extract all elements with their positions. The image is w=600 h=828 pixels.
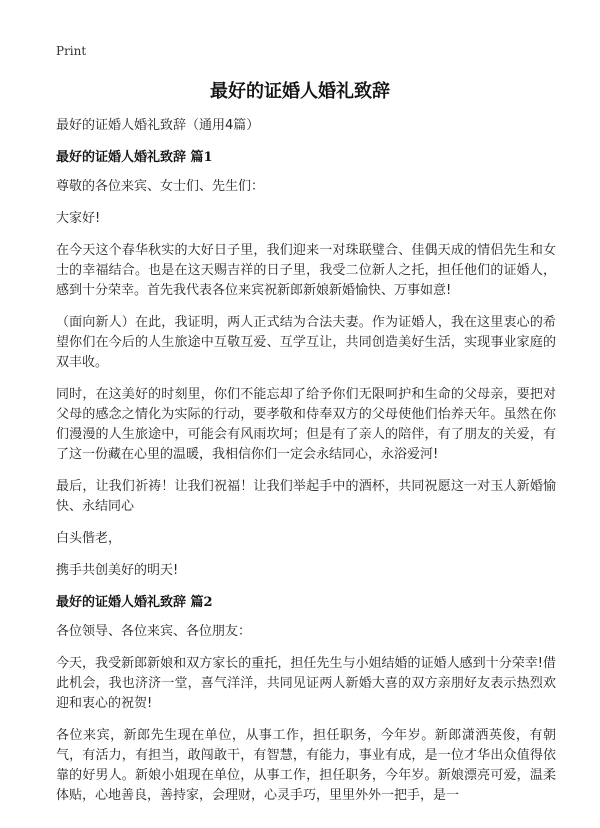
section-heading: 最好的证婚人婚礼致辞 篇2 — [56, 595, 213, 610]
document-subtitle: 最好的证婚人婚礼致辞（通用4篇） — [56, 118, 260, 133]
paragraph: 同时，在这美好的时刻里，你们不能忘却了给予你们无限呵护和生命的父母亲，要把对父母的感念之情化为实际的行动，要孝敬和侍奉双方的父母使他们怡养天年。虽然在你们漫漫的人生旅途中，可能会有风雨坎坷；但是有了亲人的陪伴，有了朋友的关爱，有了这一份藏在心里的温暖，我相信你们一定会永结同心，永浴爱河! — [56, 387, 556, 462]
paragraph: 携手共创美好的明天! — [56, 563, 179, 578]
page-title: 最好的证婚人婚礼致辞 — [210, 81, 390, 102]
paragraph: 最后，让我们祈祷！让我们祝福！让我们举起手中的酒杯，共同祝愿这一对玉人新婚愉快、永结同心 — [56, 479, 556, 514]
paragraph: （面向新人）在此，我证明，两人正式结为合法夫妻。作为证婚人，我在这里衷心的希望你们在今后的人生旅途中互敬互爱、互学互让，共同创造美好生活，实现事业家庭的双丰收。 — [56, 315, 556, 370]
paragraph: 白头偕老， — [56, 531, 122, 546]
paragraph: 各位领导、各位来宾、各位朋友： — [56, 624, 252, 639]
print-link[interactable]: Print — [56, 44, 87, 58]
paragraph: 尊敬的各位来宾、女士们、先生们： — [56, 179, 265, 194]
paragraph: 大家好! — [56, 211, 101, 226]
section-heading: 最好的证婚人婚礼致辞 篇1 — [56, 150, 213, 165]
paragraph: 各位来宾，新郎先生现在单位，从事工作，担任职务，今年岁。新郎潇洒英俊，有朝气，有活力，有担当，敢闯敢干，有智慧，有能力，事业有成，是一位才华出众值得依靠的好男人。新娘小姐现在单位，从事工作，担任职务，今年岁。新娘漂亮可爱，温柔体贴，心地善良，善持家，会理财，心灵手巧，里里外外一把手，是一 — [56, 728, 556, 803]
document-body — [56, 116, 556, 818]
paragraph: 今天，我受新郎新娘和双方家长的重托，担任先生与小姐结婚的证婚人感到十分荣幸!借此机会，我也济济一堂，喜气洋洋，共同见证两人新婚大喜的双方亲朋好友表示热烈欢迎和衷心的祝贺! — [56, 656, 556, 711]
paragraph: 在今天这个春华秋实的大好日子里，我们迎来一对珠联璧合、佳偶天成的情侣先生和女士的幸福结合。也是在这天赐吉祥的日子里，我受二位新人之托，担任他们的证婚人，感到十分荣幸。首先我代表各位来宾祝新郎新娘新婚愉快、万事如意! — [56, 243, 556, 298]
